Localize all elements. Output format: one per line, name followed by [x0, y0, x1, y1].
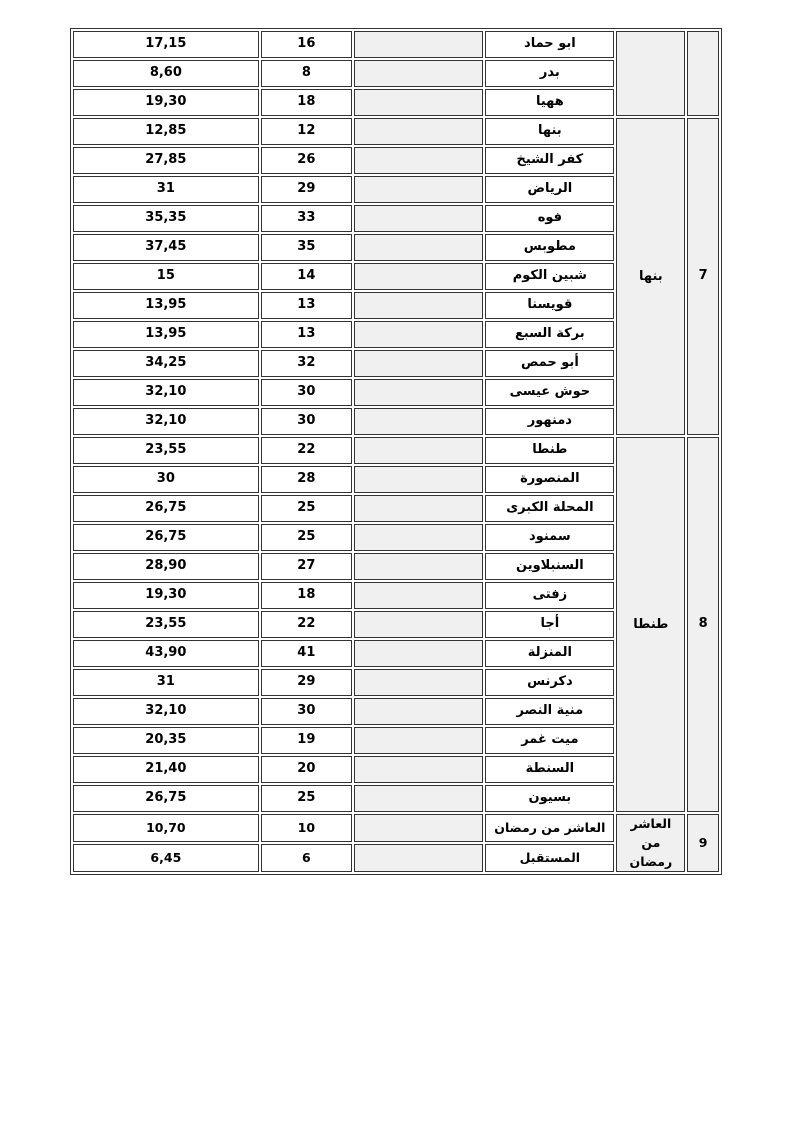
spacer-cell	[354, 437, 483, 464]
spacer-cell	[354, 118, 483, 145]
quantity-cell: 33	[261, 205, 352, 232]
quantity-cell: 25	[261, 524, 352, 551]
quantity-cell: 28	[261, 466, 352, 493]
spacer-cell	[354, 844, 483, 872]
city-name-cell: زفتى	[485, 582, 614, 609]
value-cell: 28,90	[73, 553, 259, 580]
quantity-cell: 41	[261, 640, 352, 667]
group-number-cell: 8	[687, 437, 719, 812]
quantity-cell: 30	[261, 408, 352, 435]
spacer-cell	[354, 669, 483, 696]
spacer-cell	[354, 292, 483, 319]
quantity-cell: 30	[261, 698, 352, 725]
city-name-cell: ابو حماد	[485, 31, 614, 58]
city-name-cell: أجا	[485, 611, 614, 638]
group-number-cell: 9	[687, 814, 719, 872]
quantity-cell: 16	[261, 31, 352, 58]
value-cell: 10,70	[73, 814, 259, 842]
value-cell: 19,30	[73, 582, 259, 609]
spacer-cell	[354, 582, 483, 609]
quantity-cell: 18	[261, 89, 352, 116]
group-name-cell	[616, 31, 685, 116]
value-cell: 31	[73, 176, 259, 203]
value-cell: 13,95	[73, 292, 259, 319]
quantity-cell: 30	[261, 379, 352, 406]
quantity-cell: 20	[261, 756, 352, 783]
city-name-cell: شبين الكوم	[485, 263, 614, 290]
value-cell: 32,10	[73, 698, 259, 725]
city-name-cell: فوه	[485, 205, 614, 232]
group-name-cell: طنطا	[616, 437, 685, 812]
city-name-cell: كفر الشيخ	[485, 147, 614, 174]
city-name-cell: بدر	[485, 60, 614, 87]
quantity-cell: 29	[261, 669, 352, 696]
value-cell: 23,55	[73, 437, 259, 464]
city-name-cell: سمنود	[485, 524, 614, 551]
spacer-cell	[354, 205, 483, 232]
value-cell: 27,85	[73, 147, 259, 174]
value-cell: 20,35	[73, 727, 259, 754]
table-row	[73, 437, 719, 464]
quantity-cell: 13	[261, 292, 352, 319]
spacer-cell	[354, 640, 483, 667]
table-body	[73, 31, 719, 872]
city-name-cell: قويسنا	[485, 292, 614, 319]
value-cell: 26,75	[73, 495, 259, 522]
value-cell: 23,55	[73, 611, 259, 638]
spacer-cell	[354, 727, 483, 754]
city-name-cell: أبو حمص	[485, 350, 614, 377]
city-name-cell: المنزلة	[485, 640, 614, 667]
quantity-cell: 27	[261, 553, 352, 580]
spacer-cell	[354, 553, 483, 580]
group-number-cell: 7	[687, 118, 719, 435]
city-name-cell: بنها	[485, 118, 614, 145]
spacer-cell	[354, 524, 483, 551]
city-name-cell: مطوبس	[485, 234, 614, 261]
spacer-cell	[354, 350, 483, 377]
quantity-cell: 12	[261, 118, 352, 145]
value-cell: 37,45	[73, 234, 259, 261]
city-name-cell: السنبلاوين	[485, 553, 614, 580]
city-name-cell: السنطة	[485, 756, 614, 783]
rates-table	[70, 28, 722, 875]
spacer-cell	[354, 495, 483, 522]
value-cell: 21,40	[73, 756, 259, 783]
quantity-cell: 22	[261, 437, 352, 464]
spacer-cell	[354, 234, 483, 261]
city-name-cell: المنصورة	[485, 466, 614, 493]
value-cell: 35,35	[73, 205, 259, 232]
group-number-cell	[687, 31, 719, 116]
spacer-cell	[354, 814, 483, 842]
quantity-cell: 25	[261, 785, 352, 812]
quantity-cell: 18	[261, 582, 352, 609]
city-name-cell: ميت غمر	[485, 727, 614, 754]
value-cell: 26,75	[73, 524, 259, 551]
value-cell: 19,30	[73, 89, 259, 116]
city-name-cell: العاشر من رمضان	[485, 814, 614, 842]
quantity-cell: 6	[261, 844, 352, 872]
city-name-cell: المستقبل	[485, 844, 614, 872]
city-name-cell: ههيا	[485, 89, 614, 116]
quantity-cell: 10	[261, 814, 352, 842]
spacer-cell	[354, 60, 483, 87]
city-name-cell: دمنهور	[485, 408, 614, 435]
group-name-cell: بنها	[616, 118, 685, 435]
spacer-cell	[354, 756, 483, 783]
group-name-cell: العاشر من رمضان	[616, 814, 685, 872]
spacer-cell	[354, 379, 483, 406]
value-cell: 43,90	[73, 640, 259, 667]
spacer-cell	[354, 147, 483, 174]
quantity-cell: 19	[261, 727, 352, 754]
quantity-cell: 29	[261, 176, 352, 203]
value-cell: 31	[73, 669, 259, 696]
spacer-cell	[354, 466, 483, 493]
value-cell: 32,10	[73, 379, 259, 406]
value-cell: 6,45	[73, 844, 259, 872]
spacer-cell	[354, 89, 483, 116]
spacer-cell	[354, 176, 483, 203]
spacer-cell	[354, 408, 483, 435]
city-name-cell: طنطا	[485, 437, 614, 464]
city-name-cell: دكرنس	[485, 669, 614, 696]
spacer-cell	[354, 611, 483, 638]
spacer-cell	[354, 698, 483, 725]
value-cell: 17,15	[73, 31, 259, 58]
value-cell: 13,95	[73, 321, 259, 348]
table-row	[73, 814, 719, 842]
city-name-cell: الرياض	[485, 176, 614, 203]
city-name-cell: منية النصر	[485, 698, 614, 725]
value-cell: 30	[73, 466, 259, 493]
value-cell: 34,25	[73, 350, 259, 377]
quantity-cell: 32	[261, 350, 352, 377]
quantity-cell: 35	[261, 234, 352, 261]
value-cell: 26,75	[73, 785, 259, 812]
city-name-cell: المحلة الكبرى	[485, 495, 614, 522]
city-name-cell: بركة السبع	[485, 321, 614, 348]
value-cell: 15	[73, 263, 259, 290]
quantity-cell: 13	[261, 321, 352, 348]
spacer-cell	[354, 321, 483, 348]
quantity-cell: 22	[261, 611, 352, 638]
city-name-cell: بسيون	[485, 785, 614, 812]
spacer-cell	[354, 31, 483, 58]
quantity-cell: 26	[261, 147, 352, 174]
value-cell: 32,10	[73, 408, 259, 435]
quantity-cell: 25	[261, 495, 352, 522]
city-name-cell: حوش عيسى	[485, 379, 614, 406]
table-row	[73, 118, 719, 145]
spacer-cell	[354, 785, 483, 812]
value-cell: 12,85	[73, 118, 259, 145]
table-row	[73, 31, 719, 58]
spacer-cell	[354, 263, 483, 290]
quantity-cell: 14	[261, 263, 352, 290]
value-cell: 8,60	[73, 60, 259, 87]
quantity-cell: 8	[261, 60, 352, 87]
